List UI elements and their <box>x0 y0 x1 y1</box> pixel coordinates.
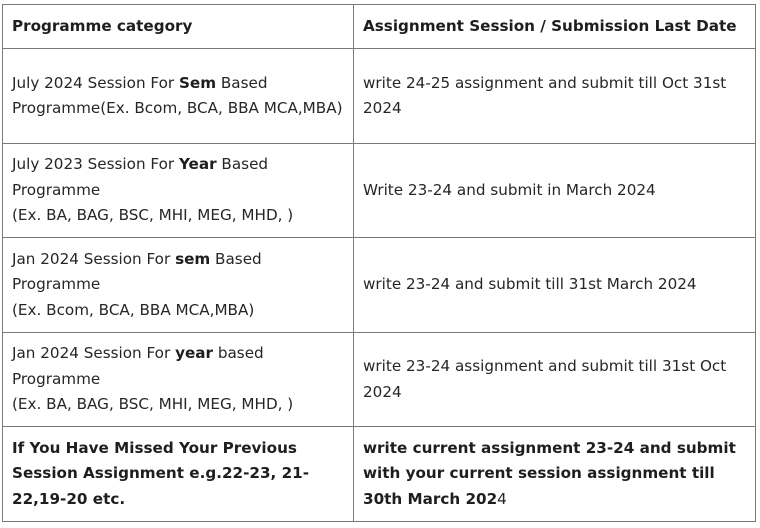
session-text: write 23-24 and submit till 31st March 2024 <box>363 275 697 294</box>
category-text-rest: Based Programme(Ex. Bcom, BCA, BBA MCA,MBA) <box>12 73 343 117</box>
category-bold-text: year <box>175 344 214 363</box>
category-examples: (Ex. BA, BAG, BSC, MHI, MEG, MHD, ) <box>12 206 294 225</box>
category-cell <box>3 144 354 238</box>
session-cell <box>354 427 756 522</box>
session-cell <box>354 144 756 238</box>
category-examples: (Ex. Bcom, BCA, BBA MCA,MBA) <box>12 300 255 319</box>
category-first-line <box>12 152 344 203</box>
category-cell <box>3 427 354 522</box>
category-cell <box>3 333 354 427</box>
session-text: write 24-25 assignment and submit till Oct 31st 2024 <box>363 73 732 117</box>
table-header-row <box>3 5 756 49</box>
session-cell <box>354 238 756 333</box>
category-text: Jan 2024 Session For <box>12 344 176 363</box>
category-text: Jan 2024 Session For <box>12 249 176 268</box>
category-examples: (Ex. BA, BAG, BSC, MHI, MEG, MHD, ) <box>12 395 294 414</box>
category-bold-text: Sem <box>178 73 217 92</box>
session-cell <box>354 49 756 144</box>
category-text: July 2023 Session For <box>12 155 179 174</box>
category-text-rest: based Programme <box>12 344 269 388</box>
session-bold-text: write current assignment 23-24 and submit with your current session assignment till 30th March 202 <box>363 438 736 508</box>
category-first-line <box>12 247 344 298</box>
category-text-rest: Based Programme <box>12 249 267 294</box>
session-text-tail: 4 <box>497 489 507 508</box>
session-text: write 23-24 assignment and submit till 31st Oct 2024 <box>363 357 732 401</box>
table-row <box>3 427 756 522</box>
table-row <box>3 238 756 333</box>
session-cell <box>354 333 756 427</box>
category-text: July 2024 Session For <box>12 73 179 92</box>
header-assignment-session: Assignment Session / Submission Last Date <box>354 5 756 49</box>
category-bold-text: If You Have Missed Your Previous Session Assignment e.g.22-23, 21-22,19-20 etc. <box>12 438 310 508</box>
session-text: Write 23-24 and submit in March 2024 <box>363 180 656 199</box>
table-row <box>3 49 756 144</box>
category-cell <box>3 49 354 144</box>
category-text-rest: Based Programme <box>12 155 273 199</box>
header-programme-category: Programme category <box>3 5 354 49</box>
table-row <box>3 144 756 238</box>
table-row <box>3 333 756 427</box>
category-first-line <box>12 341 344 392</box>
programme-table <box>2 4 756 522</box>
category-bold-text: sem <box>175 249 211 268</box>
category-bold-text: Year <box>178 155 217 174</box>
category-cell <box>3 238 354 333</box>
